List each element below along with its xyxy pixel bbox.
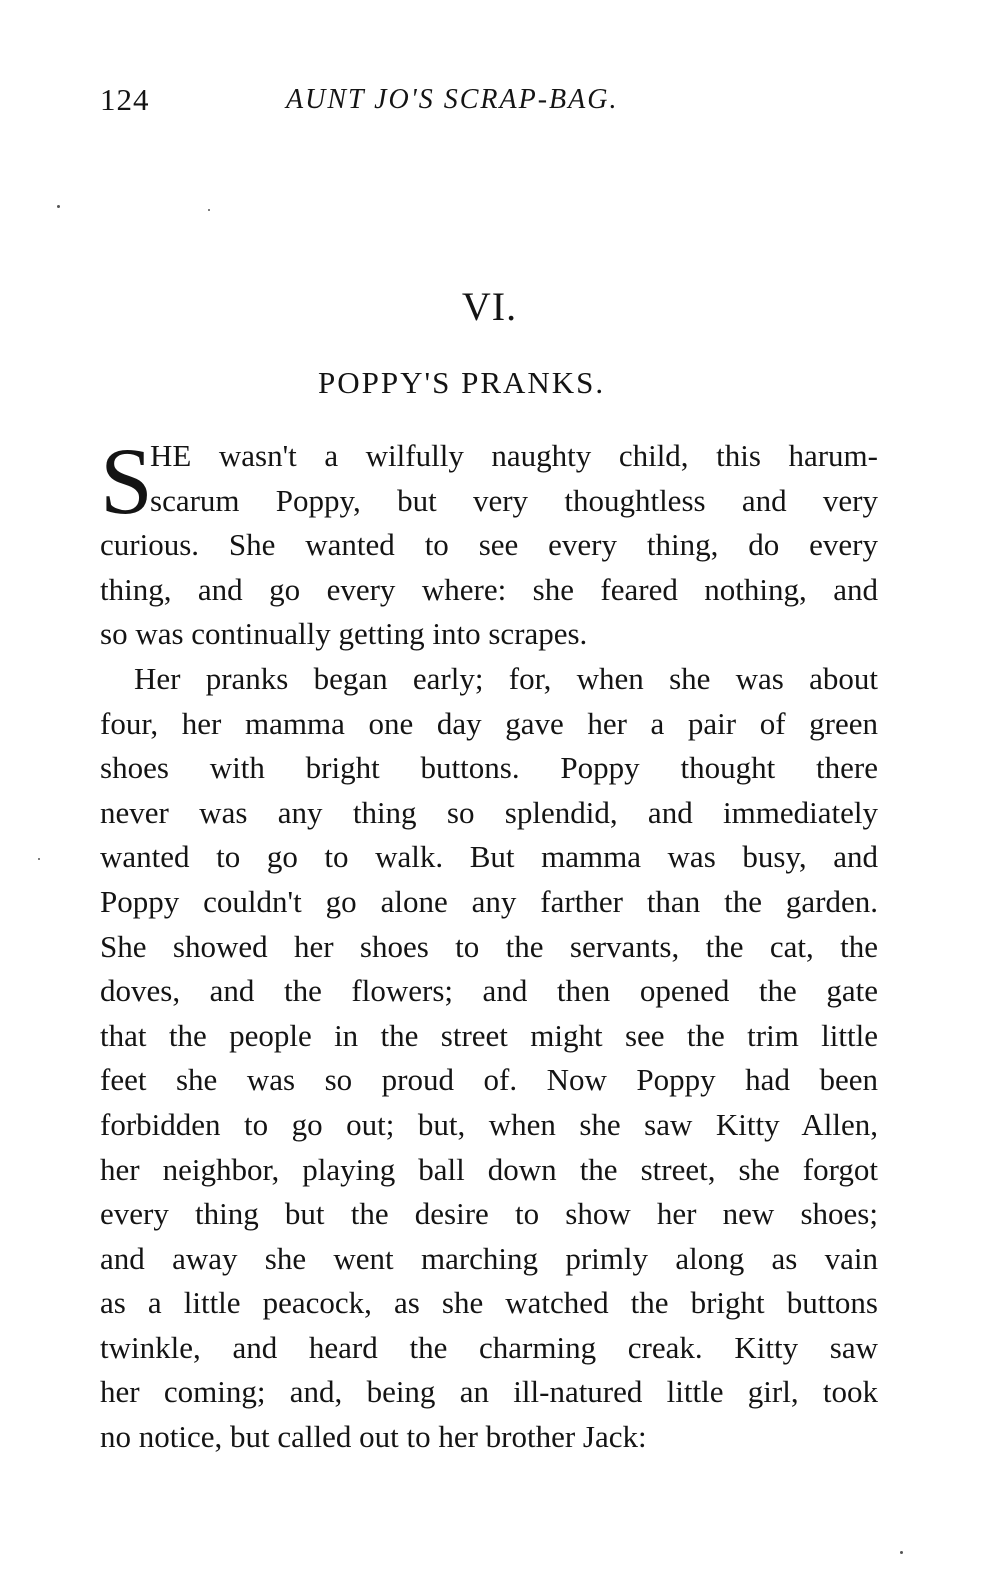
text-line: her neighbor, playing ball down the street, she forgot	[100, 1151, 878, 1187]
paper-speck	[208, 209, 210, 211]
paper-speck	[38, 858, 40, 860]
text-line: and away she went marching primly along as vain	[100, 1240, 878, 1276]
chapter-number	[0, 283, 991, 330]
chapter-title: POPPY'S PRANKS.	[318, 365, 606, 400]
text-line: wanted to go to walk. But mamma was busy, and	[100, 839, 878, 875]
text-line: scarum Poppy, but very thoughtless and very	[150, 482, 878, 518]
text-line: HE wasn't a wilfully naughty child, this harum-	[150, 438, 878, 473]
text-line: four, her mamma one day gave her a pair of green	[100, 705, 878, 741]
paragraph-2	[100, 657, 878, 1460]
paragraph-1	[100, 428, 878, 657]
text-line: every thing but the desire to show her new shoes;	[100, 1196, 878, 1232]
drop-cap: S	[100, 428, 153, 534]
text-line: curious. She wanted to see every thing, do every	[100, 527, 878, 563]
paper-speck	[57, 205, 60, 208]
paper-speck	[900, 1551, 903, 1554]
text-line: her coming; and, being an ill-natured little girl, took	[100, 1374, 878, 1410]
text-line: Her pranks began early; for, when she was about	[134, 660, 878, 696]
text-line: forbidden to go out; but, when she saw Kitty Allen,	[100, 1106, 878, 1142]
text-line: feet she was so proud of. Now Poppy had been	[100, 1062, 878, 1098]
chapter-number-text: VI.	[461, 284, 518, 329]
running-title: AUNT JO'S SCRAP-BAG.	[286, 84, 619, 115]
text-line: never was any thing so splendid, and immediately	[100, 794, 878, 830]
page-number: 124	[100, 82, 150, 117]
text-line: Poppy couldn't go alone any farther than the garden.	[100, 883, 878, 919]
text-line: She showed her shoes to the servants, the cat, the	[100, 928, 878, 964]
text-line: shoes with bright buttons. Poppy thought there	[100, 750, 878, 786]
text-line: as a little peacock, as she watched the bright buttons	[100, 1285, 878, 1321]
body-text	[100, 428, 878, 1460]
text-line: so was continually getting into scrapes.	[100, 616, 588, 652]
page-header	[100, 82, 880, 122]
text-line: twinkle, and heard the charming creak. Kitty saw	[100, 1329, 878, 1365]
text-line: that the people in the street might see the trim little	[100, 1017, 878, 1053]
text-line: doves, and the flowers; and then opened the gate	[100, 973, 878, 1009]
text-line: thing, and go every where: she feared nothing, and	[100, 571, 878, 607]
text-line: no notice, but called out to her brother Jack:	[100, 1419, 647, 1455]
